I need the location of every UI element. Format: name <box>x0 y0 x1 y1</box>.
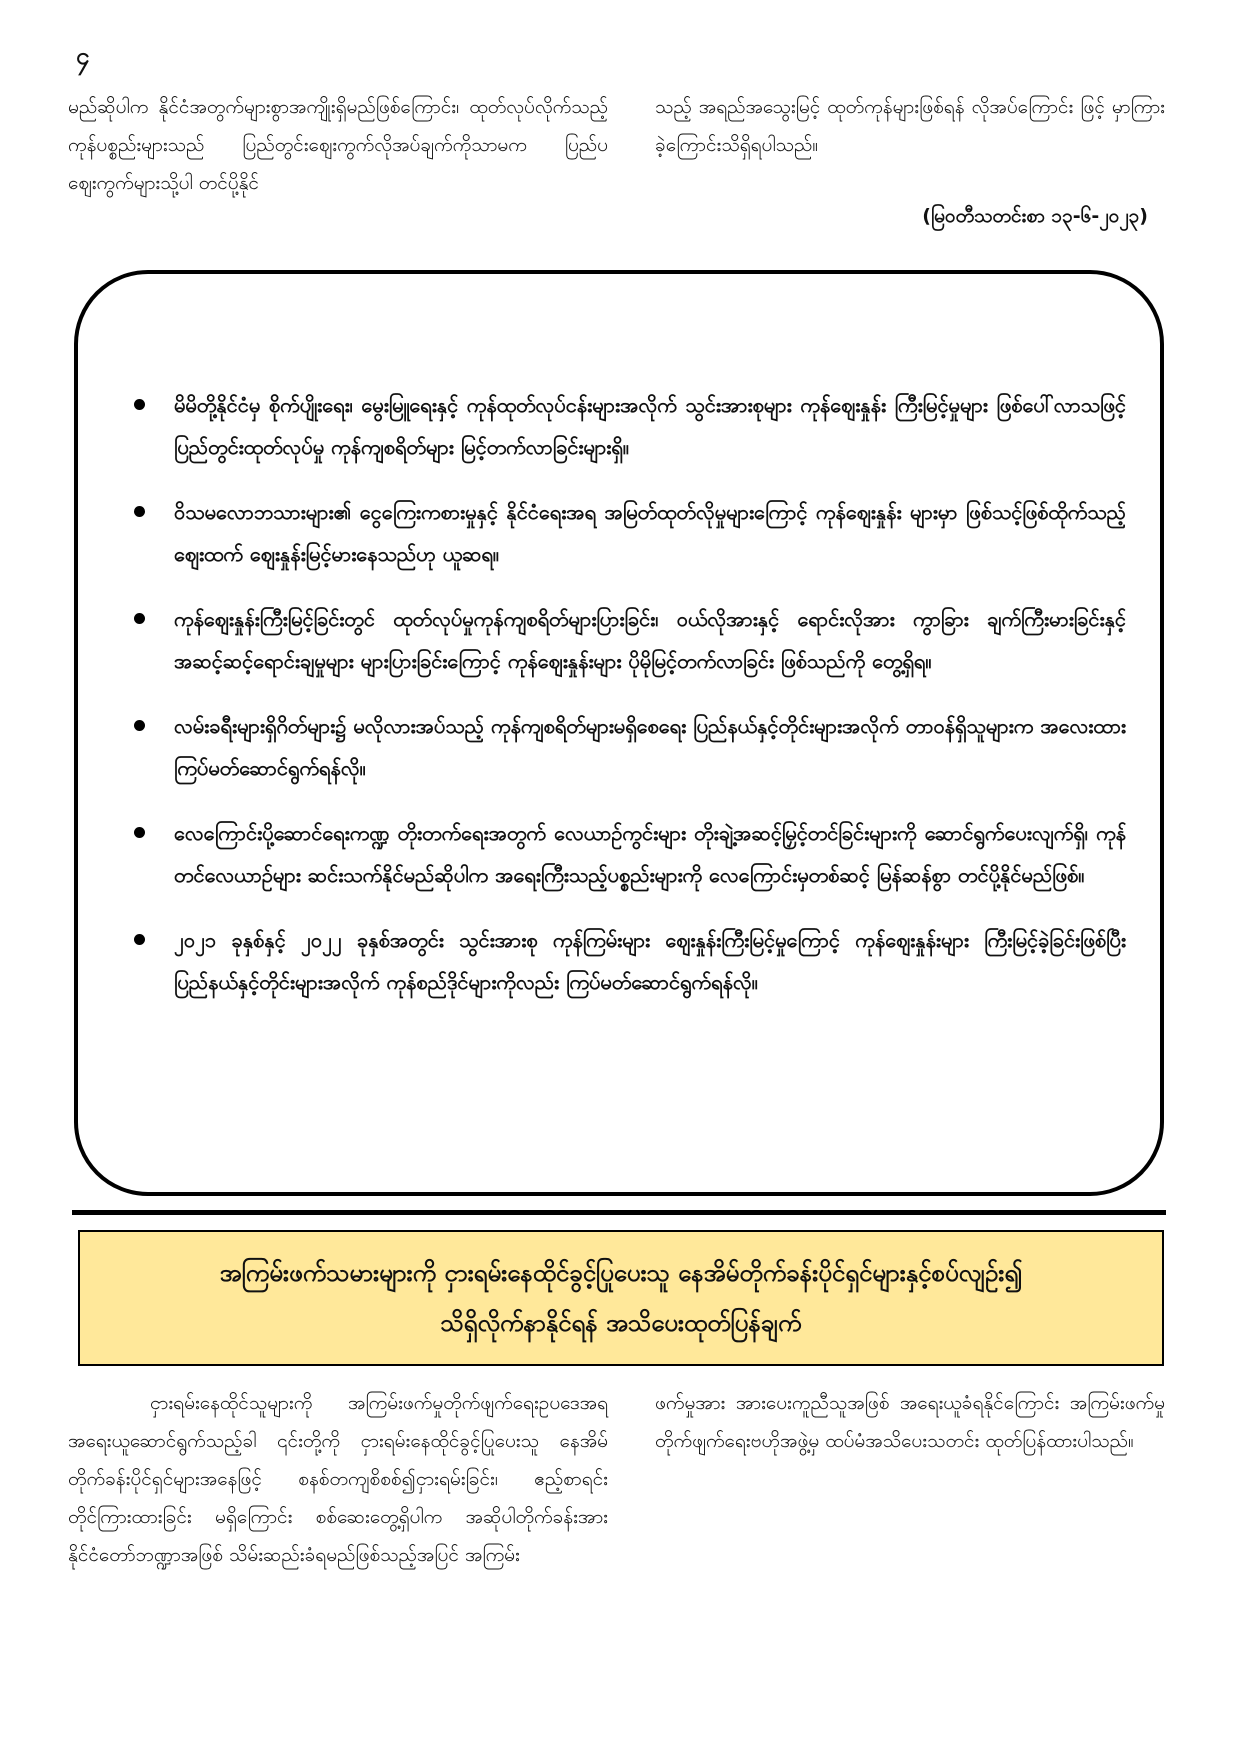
bottom-left-column-text: ငှားရမ်းနေထိုင်သူများကို အကြမ်းဖက်မှုတိုက်ဖျက်ရေးဥပဒေအရ အရေးယူဆောင်ရွက်သည့်ခါ ၎င်းတို့ကို ငှားရမ်းနေထိုင်ခွင့်ပြုပေးသူ နေအိမ်တိုက်ခန်းပိုင်ရှင်များအနေဖြင့် စနစ်တကျစိစစ်၍ငှားရမ်းခြင်း၊ ဧည့်စာရင်းတိုင်ကြားထားခြင်း မရှိကြောင်း စစ်ဆေးတွေ့ရှိပါက အဆိုပါတိုက်ခန်းအား နိုင်ငံတော်ဘဏ္ဍာအဖြစ် သိမ်းဆည်းခံရမည်ဖြစ်သည့်အပြင် အကြမ်း <box>68 1392 608 1566</box>
bullet-dot-icon <box>134 827 145 838</box>
bullet-item <box>126 812 1126 896</box>
bullet-dot-icon <box>134 613 145 624</box>
top-right-column-text: သည့် အရည်အသွေးမြင့် ထုတ်ကုန်များဖြစ်ရန် လိုအပ်ကြောင်း ဖြင့် မှာကြားခဲ့ကြောင်းသိရှိရပါသည်။ <box>655 96 1165 156</box>
top-left-column-text: မည်ဆိုပါက နိုင်ငံအတွက်များစွာအကျိုးရှိမည်ဖြစ်ကြောင်း၊ ထုတ်လုပ်လိုက်သည့် ကုန်ပစ္စည်းများသည် ပြည်တွင်းဈေးကွက်လိုအပ်ချက်ကိုသာမက ပြည်ပဈေးကွက်များသို့ပါ တင်ပို့နိုင် <box>68 96 608 194</box>
bullet-text: ဝိသမလောဘသားများ၏ ငွေကြေးကစားမှုနှင့် နိုင်ငံရေးအရ အမြတ်ထုတ်လိုမှုများကြောင့် ကုန်ဈေးနှုန်း များမှာ ဖြစ်သင့်ဖြစ်ထိုက်သည့်ဈေးထက် ဈေးနှုန်းမြင့်မားနေသည်ဟု ယူဆရ။ <box>174 500 1126 566</box>
bottom-right-column-text: ဖက်မှုအား အားပေးကူညီသူအဖြစ် အရေးယူခံရနိုင်ကြောင်း အကြမ်းဖက်မှုတိုက်ဖျက်ရေးဗဟိုအဖွဲ့မှ ထပ်မံအသိပေးသတင်း ထုတ်ပြန်ထားပါသည်။ <box>655 1392 1165 1452</box>
bullet-dot-icon <box>134 720 145 731</box>
highlight-box <box>74 270 1164 1196</box>
bullet-item <box>126 919 1126 1003</box>
bullet-text: လမ်းခရီးများရှိဂိတ်များ၌ မလိုလားအပ်သည့် ကုန်ကျစရိတ်များမရှိစေရေး ပြည်နယ်နှင့်တိုင်းများအလိုက် တာဝန်ရှိသူများက အလေးထားကြပ်မတ်ဆောင်ရွက်ရန်လို။ <box>174 714 1126 780</box>
bullet-dot-icon <box>134 934 145 945</box>
page-number: ၄ <box>76 42 90 70</box>
bullet-text: ကုန်ဈေးနှုန်းကြီးမြင့်ခြင်းတွင် ထုတ်လုပ်မှုကုန်ကျစရိတ်များပြားခြင်း၊ ဝယ်လိုအားနှင့် ရောင်းလိုအား ကွာခြား ချက်ကြီးမားခြင်းနှင့် အဆင့်ဆင့်ရောင်းချမှုများ များပြားခြင်းကြောင့် ကုန်ဈေးနှုန်းများ ပိုမိုမြင့်တက်လာခြင်း ဖြစ်သည်ကို တွေ့ရှိရ။ <box>174 607 1126 673</box>
bullet-item <box>126 384 1126 468</box>
bullet-list <box>126 384 1126 1026</box>
banner-title-line-1: အကြမ်းဖက်သမားများကို ငှားရမ်းနေထိုင်ခွင့်ပြုပေးသူ နေအိမ်တိုက်ခန်းပိုင်ရှင်များနှင့်စပ်လျဉ်း၍ <box>219 1259 1023 1287</box>
bullet-item <box>126 705 1126 789</box>
bullet-text: ၂၀၂၁ ခုနှစ်နှင့် ၂၀၂၂ ခုနှစ်အတွင်း သွင်းအားစု ကုန်ကြမ်းများ ဈေးနှုန်းကြီးမြင့်မှုကြောင့် ကုန်ဈေးနှုန်းများ ကြီးမြင့်ခဲ့ခြင်းဖြစ်ပြီး ပြည်နယ်နှင့်တိုင်းများအလိုက် ကုန်စည်ဒိုင်များကိုလည်း ကြပ်မတ်ဆောင်ရွက်ရန်လို။ <box>174 928 1126 994</box>
banner-title-line-2: သိရှိလိုက်နာနိုင်ရန် အသိပေးထုတ်ပြန်ချက် <box>440 1309 802 1337</box>
section-divider <box>72 1210 1166 1215</box>
source-citation: (မြဝတီသတင်းစာ ၁၃-၆-၂၀၂၃) <box>922 205 1148 227</box>
bullet-text: လေကြောင်းပို့ဆောင်ရေးကဏ္ဍ တိုးတက်ရေးအတွက် လေယာဉ်ကွင်းများ တိုးချဲ့အဆင့်မြှင့်တင်ခြင်းများကို ဆောင်ရွက်ပေးလျက်ရှိ၊ ကုန်တင်လေယာဉ်များ ဆင်းသက်နိုင်မည်ဆိုပါက အရေးကြီးသည့်ပစ္စည်းများကို လေကြောင်းမှတစ်ဆင့် မြန်ဆန်စွာ တင်ပို့နိုင်မည်ဖြစ်။ <box>174 821 1126 887</box>
announcement-banner <box>78 1230 1164 1366</box>
bullet-item <box>126 598 1126 682</box>
bullet-dot-icon <box>134 399 145 410</box>
bullet-item <box>126 491 1126 575</box>
bullet-text: မိမိတို့နိုင်ငံမှ စိုက်ပျိုးရေး၊ မွေးမြူရေးနှင့် ကုန်ထုတ်လုပ်ငန်းများအလိုက် သွင်းအားစုများ ကုန်ဈေးနှုန်း ကြီးမြင့်မှုများ ဖြစ်ပေါ်လာသဖြင့် ပြည်တွင်းထုတ်လုပ်မှု ကုန်ကျစရိတ်များ မြင့်တက်လာခြင်းများရှိ။ <box>174 393 1126 459</box>
bullet-dot-icon <box>134 506 145 517</box>
